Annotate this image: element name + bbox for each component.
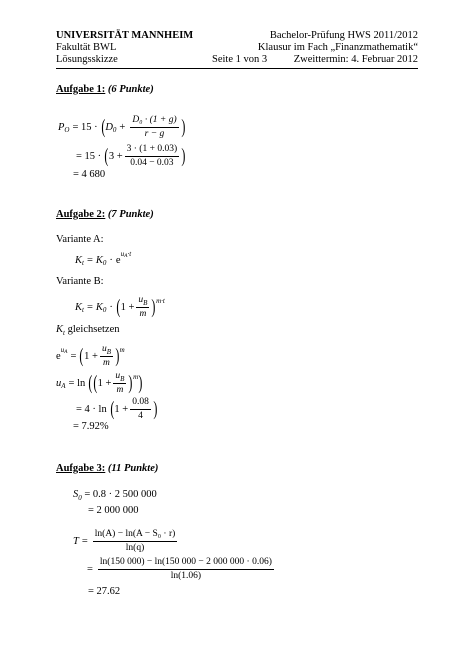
task1-line1	[58, 112, 185, 142]
vb-lhs: K	[75, 301, 83, 313]
task3-s0-line	[73, 489, 157, 500]
fraction-denominator: ln(1.06)	[170, 570, 202, 581]
paren-close: )	[181, 145, 186, 167]
variant-a-label: Variante A:	[56, 234, 104, 245]
task3-t-formula	[73, 526, 179, 556]
s2-num: u	[115, 370, 121, 381]
vb-k-sub: 0	[102, 306, 107, 314]
task3-points: (11 Punkte)	[107, 463, 159, 474]
task1-result: = 4 680	[73, 169, 106, 180]
task2-title: Aufgabe 2:	[56, 209, 106, 220]
paren-open: (	[116, 296, 121, 318]
s2-exp: m	[133, 373, 139, 381]
fraction-numerator	[113, 371, 126, 384]
s2-eq: = ln	[68, 377, 86, 389]
task1-title: Aufgabe 1:	[56, 84, 106, 95]
equate-k-sub: t	[63, 329, 65, 337]
paren-close: )	[128, 372, 133, 394]
vb-exp: m·t	[156, 297, 165, 305]
s0-lhs: S	[73, 489, 79, 500]
task2-step1	[56, 341, 125, 371]
paren-close: )	[153, 398, 158, 420]
header-right	[258, 30, 418, 66]
equate-k: K	[56, 324, 64, 335]
paren-open: (	[110, 398, 115, 420]
document-type: Lösungsskizze	[56, 54, 118, 65]
s1-exp2: m	[119, 346, 125, 354]
exam-date: Zweittermin: 4. Februar 2012	[293, 54, 418, 65]
va-lhs-sub: t	[82, 259, 84, 267]
variant-a-formula	[75, 252, 131, 268]
task2-points: (7 Punkte)	[107, 209, 154, 220]
task3-t-substituted	[84, 554, 276, 584]
va-dot: ·	[109, 254, 113, 266]
vb-fraction	[136, 295, 149, 320]
header-left	[56, 30, 193, 66]
task1-l2-pre: = 15 ·	[76, 150, 102, 162]
task1-d-sub: 0	[112, 126, 117, 134]
vb-num: u	[138, 294, 144, 305]
fraction-denominator: r − g	[144, 128, 165, 139]
fraction-numerator: ln(A) − ln(A − S₀ · r)	[93, 529, 178, 542]
s1-num: u	[101, 343, 107, 354]
s1-exp: u	[60, 346, 65, 354]
faculty-name: Fakultät BWL	[56, 42, 117, 53]
va-k-sub: 0	[102, 259, 107, 267]
task1-plus: +	[119, 121, 126, 133]
paren-close: )	[180, 116, 185, 138]
fraction-denominator: m	[139, 308, 147, 319]
s2-num-sub: B	[120, 374, 125, 383]
t2-fraction	[98, 557, 274, 582]
task3-s0-result: = 2 000 000	[88, 505, 139, 516]
t-fraction	[93, 529, 178, 554]
variant-b-formula	[75, 292, 165, 322]
task1-l2-fraction	[125, 144, 179, 169]
s1-one: 1 +	[84, 350, 98, 362]
t2-eq: =	[87, 563, 93, 575]
t-lhs: T	[73, 535, 79, 547]
task3-result: = 27.62	[88, 586, 121, 597]
fraction-denominator: m	[103, 357, 110, 368]
va-exp: u	[120, 250, 125, 258]
task1-lhs: P	[58, 121, 65, 133]
task2-result: = 7.92%	[73, 421, 109, 432]
task3-heading	[56, 463, 158, 474]
task1-d: D	[105, 121, 113, 133]
exam-name: Bachelor-Prüfung HWS 2011/2012	[269, 30, 418, 41]
paren-open: (	[93, 372, 98, 394]
s2-u: u	[56, 377, 62, 389]
vb-one: 1 +	[120, 301, 135, 313]
paren-open: (	[100, 116, 105, 138]
fraction-denominator: ln(q)	[125, 542, 145, 553]
university-name: UNIVERSITÄT MANNHEIM	[56, 30, 194, 41]
fraction-numerator	[100, 344, 113, 357]
task1-line2	[73, 141, 186, 171]
subject-name: Klausur im Fach „Finanzmathematik“	[257, 42, 418, 53]
s1-fraction	[100, 344, 113, 369]
task1-points: (6 Punkte)	[107, 84, 154, 95]
task2-step3	[73, 394, 157, 424]
vb-dot: ·	[109, 301, 113, 313]
fraction-denominator: 4	[138, 410, 143, 421]
equate-text: gleichsetzen	[64, 324, 120, 335]
va-exp-t: ·t	[127, 250, 132, 258]
s2-one: 1 +	[97, 377, 112, 389]
va-k: K	[95, 254, 103, 266]
s1-exp-sub: A	[64, 349, 68, 355]
vb-k: K	[95, 301, 103, 313]
s3-one: 1 +	[114, 403, 129, 415]
va-eq: =	[86, 254, 93, 266]
s1-eq: =	[70, 350, 77, 362]
s0-lhs-sub: 0	[78, 494, 82, 502]
paren-open: (	[104, 145, 109, 167]
fraction-numerator: ln(150 000) − ln(150 000 − 2 000 000 · 0.06)	[98, 557, 274, 570]
task1-l1-fraction	[130, 115, 178, 140]
task3-title: Aufgabe 3:	[56, 463, 106, 474]
s0-rhs: = 0.8 · 2 500 000	[84, 489, 157, 500]
s2-fraction	[113, 371, 126, 396]
fraction-numerator: D₀ · (1 + g)	[130, 115, 178, 128]
task1-l1-pre: = 15 ·	[72, 121, 98, 133]
fraction-denominator: 0.04 − 0.03	[130, 157, 174, 168]
task1-lhs-sub: O	[64, 126, 70, 134]
paren-close: )	[151, 296, 156, 318]
va-exp-sub: A	[124, 253, 128, 259]
paren-open: (	[88, 372, 93, 394]
va-e: e	[115, 254, 121, 266]
paren-close: )	[138, 372, 143, 394]
page-label: Seite 1 von 3	[212, 54, 268, 65]
fraction-numerator: 3 · (1 + 0.03)	[125, 144, 179, 157]
fraction-denominator: m	[116, 384, 124, 395]
variant-b-label: Variante B:	[56, 276, 104, 287]
s3-fraction	[130, 397, 151, 422]
header-rule	[56, 68, 418, 69]
task1-heading	[56, 84, 154, 95]
equate-label	[56, 324, 119, 335]
vb-eq: =	[86, 301, 93, 313]
va-lhs: K	[75, 254, 83, 266]
t-eq: =	[81, 535, 88, 547]
fraction-numerator: 0.08	[130, 397, 151, 410]
task2-heading	[56, 209, 154, 220]
task1-l2-three: 3 +	[108, 150, 123, 162]
fraction-numerator	[136, 295, 149, 308]
paren-open: (	[79, 345, 84, 367]
s2-u-sub: A	[61, 382, 66, 390]
s3-pre: = 4 · ln	[76, 403, 107, 415]
vb-lhs-sub: t	[82, 306, 84, 314]
paren-close: )	[115, 345, 120, 367]
s1-num-sub: B	[106, 347, 111, 356]
vb-num-sub: B	[143, 298, 148, 307]
s1-e: e	[56, 350, 61, 362]
